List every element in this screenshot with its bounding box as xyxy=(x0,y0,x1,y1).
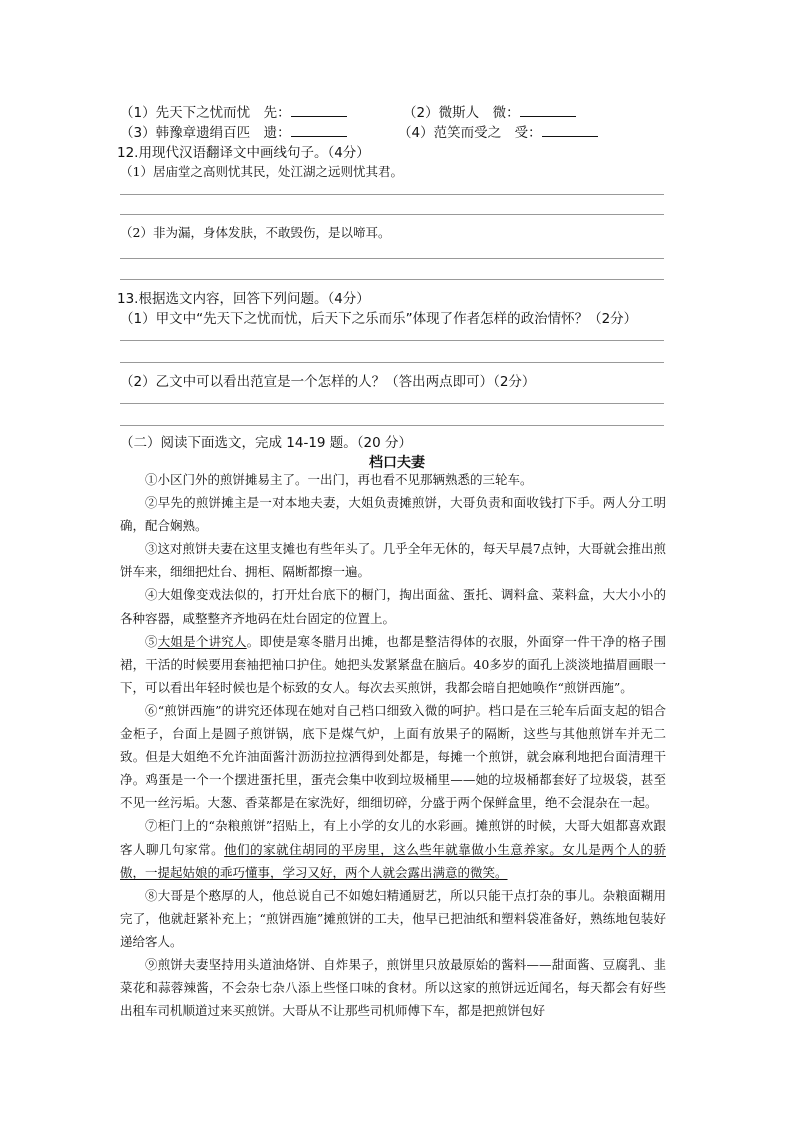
paragraph-2: ②早先的煎饼摊主是一对本地夫妻，大姐负责摊煎饼，大哥负责和面收钱打下手。两人分工明确，配合娴熟。 xyxy=(120,495,666,534)
q11-item-3-text: （3）韩豫章遗绢百匹 遗： xyxy=(120,125,291,141)
answer-line[interactable] xyxy=(120,194,664,195)
paragraph-9: ⑨煎饼夫妻坚持用头道油烙饼、自炸果子，煎饼里只放最原始的酱料——甜面酱、豆腐乳、韭菜花和蒜蓉辣酱，不会杂七杂八添上些怪口味的食材。所以这家的煎饼远近闻名，每天都会有好些出租车司机顺道过来买煎饼。大哥从不让那些司机师傅下车，都是把煎饼包好 xyxy=(120,956,666,1019)
q13-sub-1: （1）甲文中“先天下之忧而忧，后天下之乐而乐”体现了作者怎样的政治情怀？（2分） xyxy=(120,311,638,327)
q11-item-4 xyxy=(398,121,598,141)
answer-blank[interactable] xyxy=(291,122,347,137)
answer-blank[interactable] xyxy=(520,102,576,117)
answer-line[interactable] xyxy=(120,258,664,259)
answer-line[interactable] xyxy=(120,403,664,404)
q11-item-3 xyxy=(120,121,347,141)
paragraph-7-text: ⑦柜门上的“杂粮煎饼”招贴上，有上小学的女儿的水彩画。摊煎饼的时候，大哥大姐都喜欢跟客人聊几句家常。 xyxy=(120,818,666,857)
paragraph-1: ①小区门外的煎饼摊易主了。一出门，再也看不见那辆熟悉的三轮车。 xyxy=(145,472,533,487)
underlined-sentence: 他们的家就住胡同的平房里，这么些年就靠做小生意养家。女儿是两个人的骄傲，一提起姑娘的乖巧懂事，学习又好，两个人就会露出满意的微笑。 xyxy=(120,841,666,880)
q13-sub-2: （2）乙文中可以看出范宣是一个怎样的人？（答出两点即可）（2分） xyxy=(120,374,536,390)
answer-line[interactable] xyxy=(120,362,664,363)
underlined-sentence: 大姐是个讲究人 xyxy=(157,633,247,649)
answer-line[interactable] xyxy=(120,214,664,215)
section2-heading: （二）阅读下面选文，完成 14-19 题。（20 分） xyxy=(120,435,413,451)
q12-sentence-1: （1）居庙堂之高则忧其民，处江湖之远则忧其君。 xyxy=(120,164,403,179)
q12-title: 12.用现代汉语翻译文中画线句子。（4分） xyxy=(117,145,370,161)
q11-item-1-text: （1）先天下之忧而忧 先： xyxy=(120,105,291,121)
paragraph-5 xyxy=(120,630,666,699)
paragraph-6: ⑥“煎饼西施”的讲究还体现在她对自己档口细致入微的呵护。档口是在三轮车后面支起的铝合金柜子，台面上是圆子煎饼锅，底下是煤气炉，上面有放果子的隔断，这些与其他煎饼车并无二致。但是大姐绝不允许油面酱汁沥沥拉拉洒得到处都是，每摊一个煎饼，就会麻利地把台面清理干净。鸡蛋是一个一个摆进蛋托里，蛋壳会集中收到垃圾桶里——她的垃圾桶都套好了垃圾袋，甚至不见一丝污垢。大葱、香菜都是在家洗好，细细切碎，分盛于两个保鲜盒里，绝不会混杂在一起。 xyxy=(120,702,666,811)
article-title: 档口夫妻 xyxy=(369,455,425,471)
answer-line[interactable] xyxy=(120,340,664,341)
q11-item-4-text: （4）范笑而受之 受： xyxy=(398,125,542,141)
answer-line[interactable] xyxy=(120,425,664,426)
q13-title: 13.根据选文内容，回答下列问题。（4分） xyxy=(117,291,370,307)
answer-blank[interactable] xyxy=(291,102,347,117)
q11-item-1 xyxy=(120,101,347,121)
answer-line[interactable] xyxy=(120,279,664,280)
q11-item-2-text: （2）微斯人 微： xyxy=(403,105,520,121)
q11-item-2 xyxy=(403,101,576,121)
paragraph-5-number: ⑤ xyxy=(145,633,158,649)
paragraph-7 xyxy=(120,814,666,883)
answer-blank[interactable] xyxy=(542,122,598,137)
paragraph-4: ④大姐像变戏法似的，打开灶台底下的橱门，掏出面盆、蛋托、调料盒、菜料盒，大大小小的各种容器，咸整整齐齐地码在灶台固定的位置上。 xyxy=(120,587,666,626)
q12-sentence-2: （2）非为漏，身体发肤，不敢毁伤，是以啼耳。 xyxy=(120,225,391,240)
article-body xyxy=(120,468,666,1022)
paragraph-8: ⑧大哥是个憨厚的人，他总说自己不如媳妇精通厨艺，所以只能干点打杂的事儿。杂粮面糊用完了，他就赶紧补充上；“煎饼西施”摊煎饼的工夫，他早已把油纸和塑料袋准备好，熟练地包装好递给客人。 xyxy=(120,887,666,949)
paragraph-5-text: 。即使是寒冬腊月出摊，也都是整洁得体的衣服，外面穿一件干净的格子围裙，干活的时候要用套袖把袖口护住。她把头发紧紧盘在脑后。40多岁的面孔上淡淡地描眉画眼一下，可以看出年轻时候也是个标致的女人。每次去买煎饼，我都会暗自把她唤作“煎饼西施”。 xyxy=(120,633,666,695)
paragraph-3: ③这对煎饼夫妻在这里支摊也有些年头了。几乎全年无休的，每天早晨7点钟，大哥就会推出煎饼车来，细细把灶台、拥柜、隔断都擦一遍。 xyxy=(120,541,666,580)
